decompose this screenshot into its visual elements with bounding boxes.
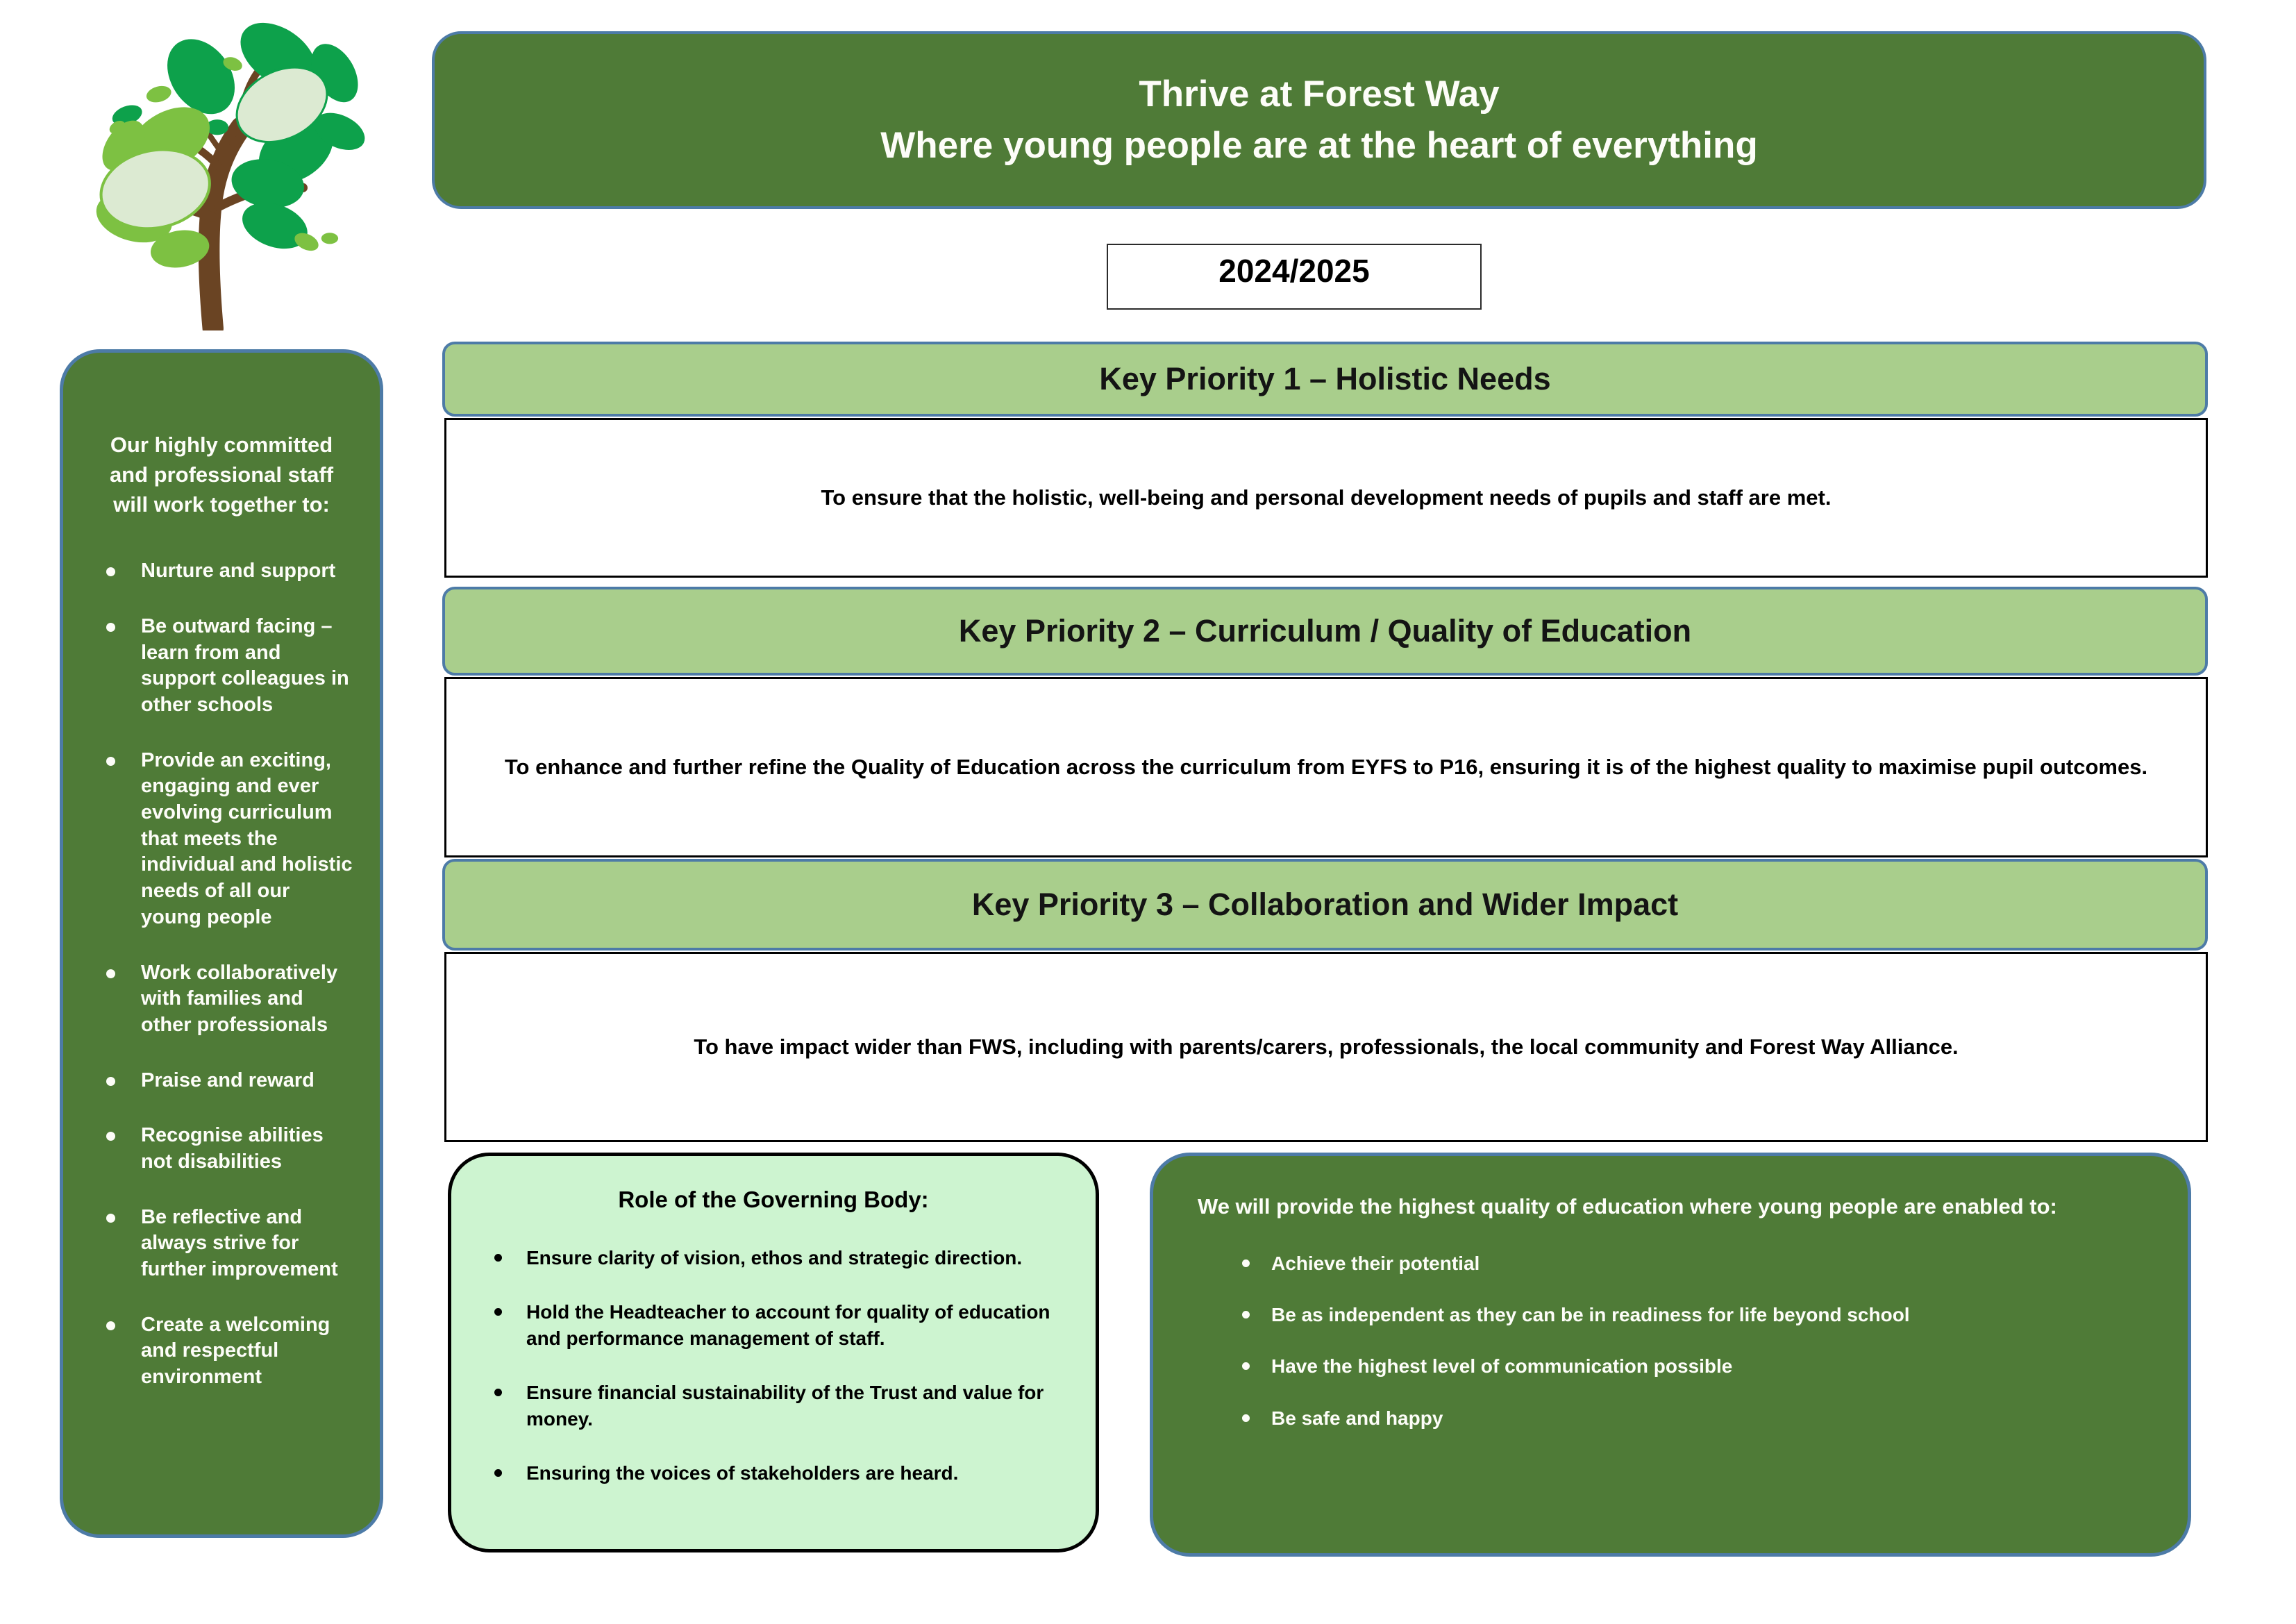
year-label: 2024/2025 — [1218, 253, 1370, 289]
list-item: Recognise abilities not disabilities — [101, 1123, 355, 1175]
governing-body-list — [483, 1245, 1064, 1487]
key-priority-2-header — [442, 587, 2208, 676]
list-item: Nurture and support — [101, 558, 355, 585]
education-quality-intro: We will provide the highest quality of education where young people are enabled to: — [1198, 1194, 2057, 1219]
list-item: Work collaboratively with families and other professionals — [101, 960, 355, 1039]
list-item: Hold the Headteacher to account for quality of education and performance management of staff. — [487, 1299, 1064, 1352]
governing-body-title: Role of the Governing Body: — [618, 1187, 929, 1212]
list-item: Ensuring the voices of stakeholders are heard. — [487, 1460, 1064, 1487]
key-priority-1-body — [444, 418, 2208, 578]
key-priority-3-title: Key Priority 3 – Collaboration and Wider Impact — [971, 887, 1679, 922]
key-priority-3-body — [444, 952, 2208, 1142]
list-item: Create a welcoming and respectful environment — [101, 1312, 355, 1391]
key-priority-1-text: To ensure that the holistic, well-being and personal development needs of pupils and staff are met. — [821, 485, 1832, 510]
banner-title-line1: Thrive at Forest Way — [1139, 74, 1500, 115]
list-item: Provide an exciting, engaging and ever evolving curriculum that meets the individual and holistic needs of all our young people — [101, 748, 355, 931]
key-priority-2-body — [444, 677, 2208, 857]
list-item: Ensure clarity of vision, ethos and strategic direction. — [487, 1245, 1064, 1271]
key-priority-2-title: Key Priority 2 – Curriculum / Quality of Education — [958, 613, 1692, 648]
education-quality-panel — [1150, 1153, 2191, 1557]
year-box — [1107, 244, 1482, 310]
list-item: Ensure financial sustainability of the Trust and value for money. — [487, 1380, 1064, 1432]
list-item: Be safe and happy — [1238, 1406, 2146, 1431]
key-priority-2-text: To enhance and further refine the Quality of Education across the curriculum from EYFS to P16, ensuring it is of the highest quality to maximise pupil outcomes. — [504, 754, 2148, 779]
list-item: Achieve their potential — [1238, 1251, 2146, 1276]
staff-commitment-panel — [60, 349, 383, 1538]
key-priority-3-header — [442, 859, 2208, 951]
key-priority-1-header — [442, 342, 2208, 417]
key-priority-1-title: Key Priority 1 – Holistic Needs — [1099, 361, 1551, 396]
list-item: Be outward facing – learn from and support colleagues in other schools — [101, 614, 355, 719]
title-banner — [432, 31, 2206, 209]
list-item: Be reflective and always strive for further improvement — [101, 1205, 355, 1283]
tree-logo-graphic — [64, 6, 387, 330]
list-item: Have the highest level of communication possible — [1238, 1354, 2146, 1379]
staff-commitment-heading: Our highly committed and professional staff will work together to: — [109, 433, 334, 517]
list-item: Be as independent as they can be in readiness for life beyond school — [1238, 1303, 2146, 1328]
governing-body-panel — [448, 1153, 1099, 1552]
staff-commitment-list — [88, 558, 355, 1391]
tree-logo — [64, 6, 387, 330]
list-item: Praise and reward — [101, 1068, 355, 1094]
key-priority-3-text: To have impact wider than FWS, including with parents/carers, professionals, the local community and Forest Way Alliance. — [694, 1034, 1959, 1059]
banner-title-line2: Where young people are at the heart of everything — [880, 125, 1758, 166]
education-quality-list — [1198, 1251, 2146, 1432]
